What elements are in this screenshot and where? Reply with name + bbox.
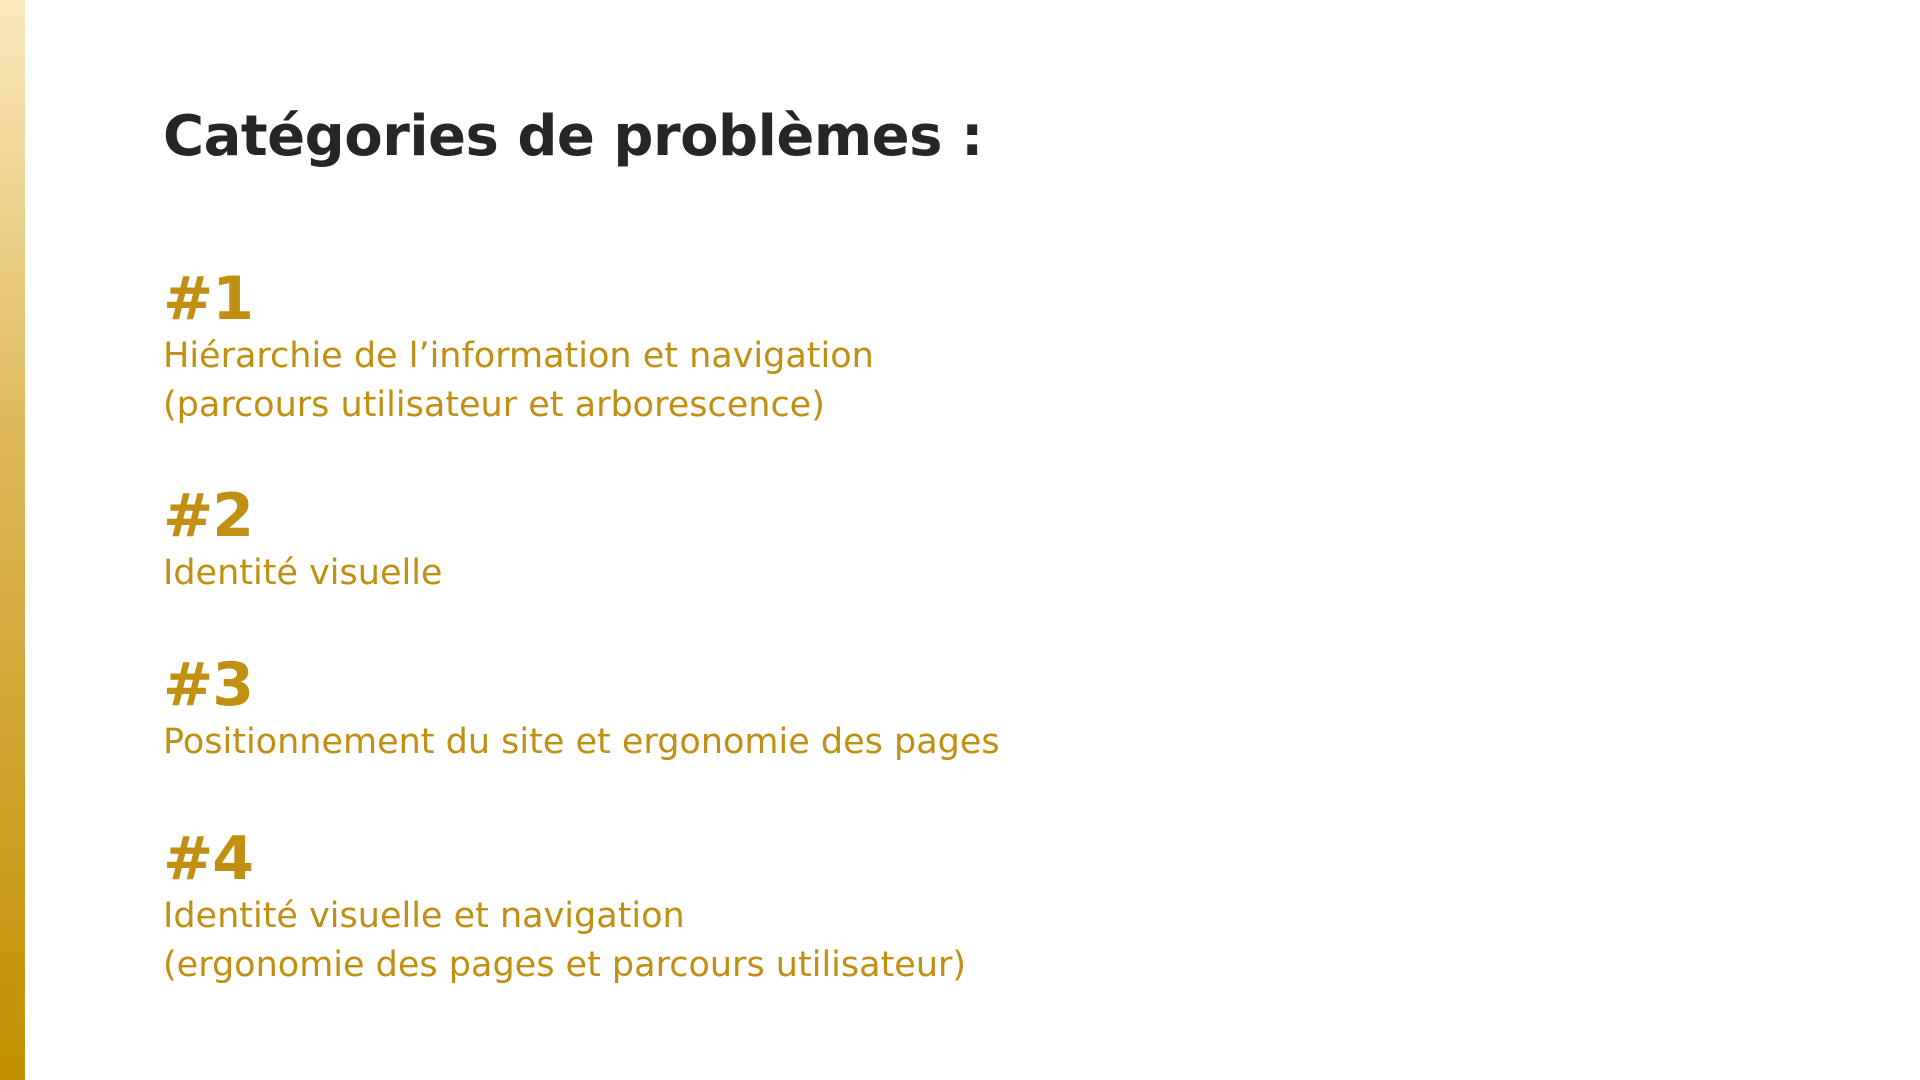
category-number: #4 — [163, 824, 254, 894]
category-1 — [163, 266, 874, 430]
category-number: #2 — [163, 481, 254, 551]
category-3 — [163, 652, 1000, 767]
category-number: #1 — [163, 264, 254, 334]
accent-bar — [0, 0, 25, 1080]
category-2 — [163, 483, 442, 598]
category-line: (ergonomie des pages et parcours utilisateur) — [163, 945, 967, 985]
category-line: (parcours utilisateur et arborescence) — [163, 385, 825, 425]
category-line: Hiérarchie de l’information et navigation — [163, 336, 874, 376]
category-4 — [163, 826, 966, 990]
category-line: Positionnement du site et ergonomie des pages — [163, 722, 1000, 762]
category-number: #3 — [163, 650, 254, 720]
category-line: Identité visuelle et navigation — [163, 896, 685, 936]
category-line: Identité visuelle — [163, 553, 443, 593]
page-title: Catégories de problèmes : — [163, 104, 983, 169]
